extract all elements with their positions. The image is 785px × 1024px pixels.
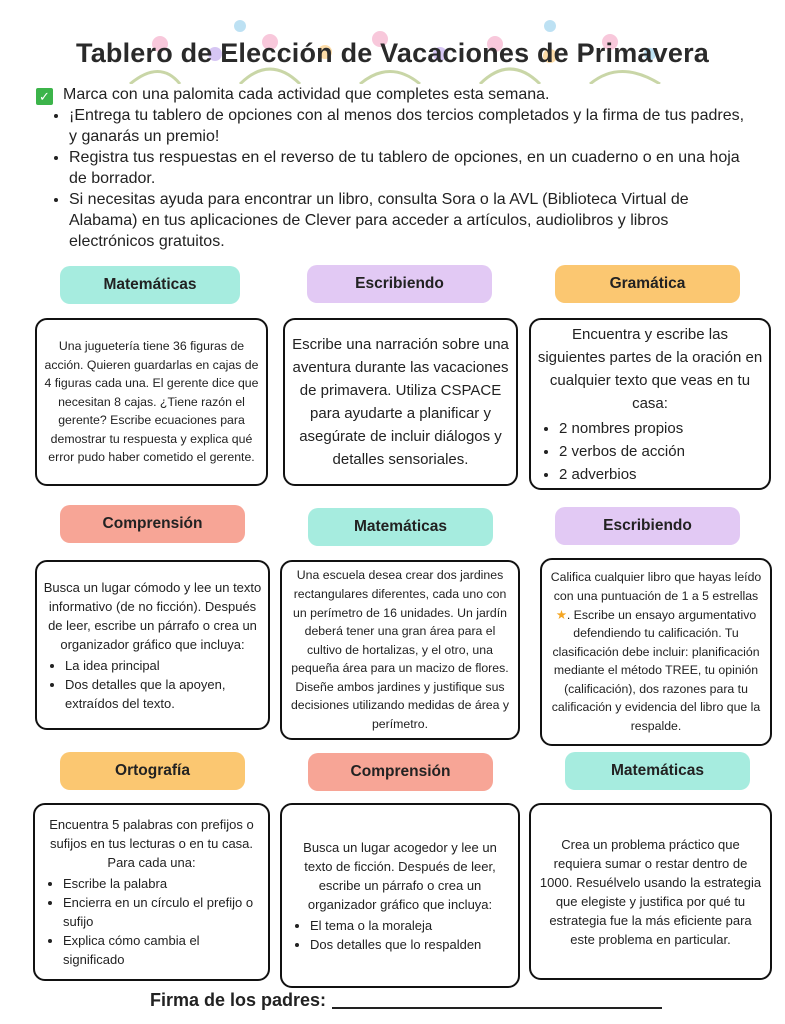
check-instruction: Marca con una palomita cada actividad que completes esta semana. (63, 86, 550, 103)
activity-text: Busca un lugar cómodo y lee un texto informativo (de no ficción). Después de leer, escribe un párrafo o crea un organizador gráfico que incluya: (43, 579, 262, 652)
activity-list-item: • Dos detalles que lo respalden (310, 935, 512, 954)
instruction-bullet: • Si necesitas ayuda para encontrar un libro, consulta Sora o la AVL (Biblioteca Virtual de Alabama) en tus aplicaciones de Clever para acceder a artículos, audiolibros y libros electrónicos gratuitos. (69, 189, 756, 252)
activity-text: Busca un lugar acogedor y lee un texto de ficción. Después de leer, escribe un párrafo o crea un organizador gráfico que incluya: (303, 839, 497, 912)
activity-list-item: • 2 nombres propios (559, 417, 763, 440)
activity-card (33, 803, 270, 981)
category-label: Matemáticas (565, 752, 750, 790)
activity-text: Encuentra y escribe las siguientes partes de la oración en cualquier texto que veas en tu casa: (537, 325, 763, 412)
activity-card (540, 558, 772, 746)
activity-list-item: • El tema o la moraleja (310, 916, 512, 935)
activity-card (280, 803, 520, 988)
checkmark-icon: ✓ (36, 88, 53, 105)
activity-list-item: • La idea principal (65, 656, 262, 675)
activity-list (43, 656, 262, 713)
instructions (36, 84, 756, 252)
activity-text: Una escuela desea crear dos jardines rectangulares diferentes, cada uno con un perímetro de 16 unidades. Un jardín deberá tener una gran área para el cultivo de hortalizas, y el otro, una pequeña área para un macizo de flores. Diseñe ambos jardines y justifique sus decisiones utilizando medidas de área y perímetro. (290, 568, 510, 732)
activity-text: Crea un problema práctico que requiera sumar o restar dentro de 1000. Resuélvelo usando la estrategia que elegiste y justifica por qué tu estrategia fue la más eficiente para este problema en particular. (539, 836, 762, 947)
category-label: Comprensión (60, 505, 245, 543)
star-icon: ★ (555, 607, 567, 622)
category-label: Gramática (555, 265, 740, 303)
activity-list (41, 874, 262, 969)
category-label: Comprensión (308, 753, 493, 791)
category-label: Matemáticas (308, 508, 493, 546)
activity-list-item: • 2 verbos de acción (559, 440, 763, 463)
instruction-bullet: • Registra tus respuestas en el reverso de tu tablero de opciones, en un cuaderno o en una hoja de borrador. (69, 147, 756, 189)
category-label: Escribiendo (307, 265, 492, 303)
activity-card (35, 560, 270, 730)
parent-signature (150, 990, 662, 1011)
activity-text: Califica cualquier libro que hayas leído con una puntuación de 1 a 5 estrellas ★. Escribe un ensayo argumentativo defendiendo tu calificación. Tu clasificación debe incluir: planificación mediante el método TREE, tu opinión (calificación), dos razones para tu calificación y evidencia del libro que la respalde. (550, 570, 762, 734)
activity-list-item: • Encierra en un círculo el prefijo o sufijo (63, 893, 262, 931)
activity-text: Encuentra 5 palabras con prefijos o sufijos en tus lecturas o en tu casa. Para cada una: (49, 817, 254, 870)
category-label: Ortografía (60, 752, 245, 790)
activity-list-item: • Escribe la palabra (63, 874, 262, 893)
page-title: Tablero de Elección de Vacaciones de Primavera (76, 38, 709, 68)
activity-list (537, 417, 763, 486)
signature-line[interactable] (332, 1007, 662, 1009)
activity-list-item: • Dos detalles que la apoyen, extraídos del texto. (65, 675, 262, 713)
activity-card (529, 318, 771, 490)
category-label: Matemáticas (60, 266, 240, 304)
activity-list-item: • Explica cómo cambia el significado (63, 931, 262, 969)
activity-card (283, 318, 518, 486)
activity-list-item: • 2 adverbios (559, 463, 763, 486)
instruction-bullet: • ¡Entrega tu tablero de opciones con al menos dos tercios completados y la firma de tus padres, y ganarás un premio! (69, 105, 756, 147)
category-label: Escribiendo (555, 507, 740, 545)
activity-card (529, 803, 772, 980)
activity-text: Una juguetería tiene 36 figuras de acción. Quieren guardarlas en cajas de 4 figuras cada una. El gerente dice que necesitan 8 cajas. ¿Tiene razón el gerente? Escribe ecuaciones para demostrar tu respuesta y explica qué error pudo haber cometido el gerente. (44, 338, 259, 465)
activity-text: Escribe una narración sobre una aventura durante las vacaciones de primavera. Utiliza CSPACE para ayudarte a planificar y asegúrate de incluir diálogos y detalles sensoriales. (292, 336, 509, 468)
activity-list (288, 916, 512, 954)
activity-card (35, 318, 268, 486)
activity-card (280, 560, 520, 740)
signature-label: Firma de los padres: (150, 990, 327, 1010)
